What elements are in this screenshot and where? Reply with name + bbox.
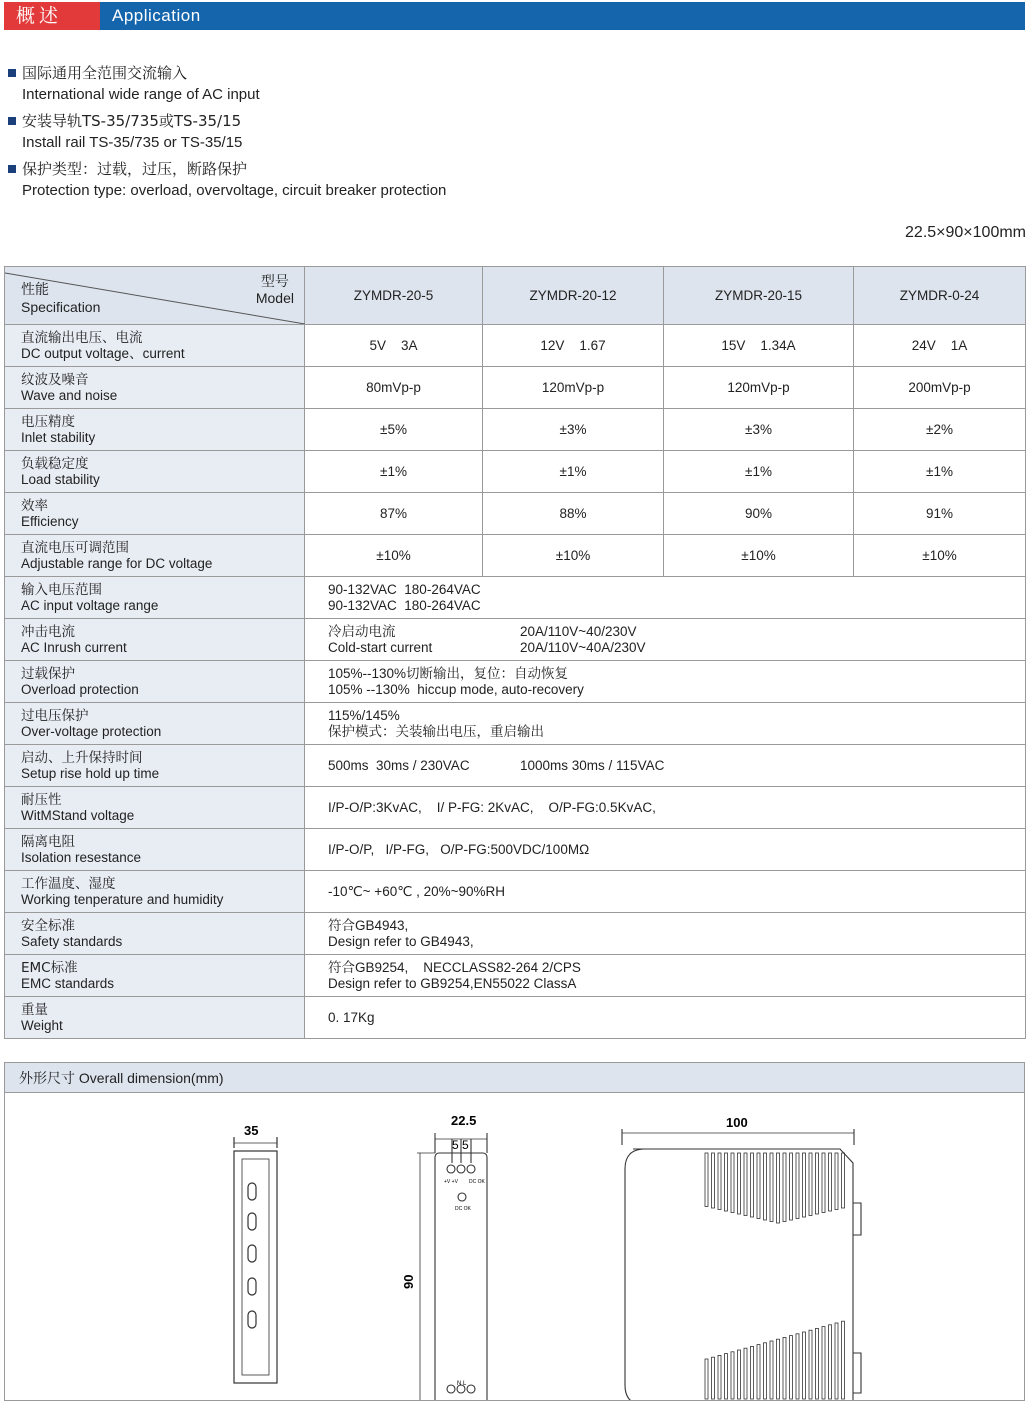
cooling-fin	[725, 1153, 728, 1211]
table-row	[5, 787, 1026, 829]
bullet-square-icon	[8, 117, 16, 125]
cooling-fin	[790, 1153, 793, 1220]
cooling-fin	[744, 1348, 747, 1399]
row-label-zh: 纹波及噪音	[21, 371, 89, 388]
row-label-en: Load stability	[21, 471, 100, 487]
table-header-row	[5, 267, 1026, 325]
cooling-fin	[757, 1153, 760, 1219]
cooling-fin	[738, 1350, 741, 1399]
table-row	[5, 871, 1026, 913]
header-title-en: Application	[112, 6, 201, 25]
value-text: 20A/110V~40A/230V	[520, 639, 646, 655]
cooling-fin	[842, 1153, 845, 1208]
value-text: Cold-start current	[328, 639, 433, 655]
row-label-en: EMC standards	[21, 975, 115, 991]
row-label-zh: 启动、上升保持时间	[21, 749, 143, 766]
cooling-fin	[751, 1153, 754, 1217]
row-label-en: Overload protection	[21, 681, 139, 697]
value-text: 500ms 30ms / 230VAC	[328, 757, 470, 773]
row-label	[5, 955, 305, 997]
table-row	[5, 409, 1026, 451]
cooling-fin	[796, 1334, 799, 1399]
cooling-fin	[744, 1153, 747, 1216]
row-label-en: Safety standards	[21, 933, 123, 949]
value-text: Design refer to GB9254,EN55022 ClassA	[328, 975, 577, 991]
cooling-fin	[822, 1153, 825, 1213]
row-label-zh: 效率	[21, 497, 48, 514]
value-text: 105%--130%切断输出，复位：自动恢复	[328, 665, 569, 681]
spec-model-corner	[5, 267, 305, 325]
cooling-fin	[718, 1153, 721, 1210]
row-label-en: Wave and noise	[21, 387, 118, 403]
wide-value-cell	[305, 871, 1026, 913]
table-row	[5, 913, 1026, 955]
cooling-fin	[770, 1153, 773, 1222]
value-cell: ±5%	[305, 409, 483, 451]
value-cell: ±3%	[483, 409, 664, 451]
front-top-pitch-label: 5 5	[452, 1138, 469, 1152]
cooling-fin	[738, 1153, 741, 1214]
cooling-fin	[712, 1153, 715, 1208]
row-label-zh: 负载稳定度	[21, 455, 89, 472]
din-rail-drawing	[234, 1137, 277, 1383]
cooling-fin	[764, 1153, 767, 1220]
cooling-fin	[777, 1153, 780, 1223]
cooling-fin	[764, 1343, 767, 1399]
cooling-fin	[783, 1153, 786, 1222]
value-cell: ±10%	[305, 535, 483, 577]
value-cell: 120mVp-p	[483, 367, 664, 409]
table-row	[5, 829, 1026, 871]
feature-en: International wide range of AC input	[22, 86, 260, 103]
row-label	[5, 745, 305, 787]
row-label-zh: 隔离电阻	[21, 833, 75, 850]
value-cell: ±1%	[483, 451, 664, 493]
row-label-en: Isolation resestance	[21, 849, 142, 865]
value-cell: ±1%	[854, 451, 1026, 493]
side-view-drawing	[622, 1129, 861, 1400]
value-text: -10℃~ +60℃ , 20%~90%RH	[328, 883, 506, 899]
model-label	[256, 273, 294, 306]
row-label-zh: 冲击电流	[21, 623, 75, 640]
cooling-fin	[803, 1332, 806, 1399]
row-label	[5, 661, 305, 703]
table-row	[5, 451, 1026, 493]
row-label-en: Over-voltage protection	[21, 723, 162, 739]
value-text: 90-132VAC 180-264VAC	[328, 581, 481, 597]
wide-value-cell	[305, 703, 1026, 745]
cooling-fin	[712, 1357, 715, 1399]
row-label-zh: 工作温度、湿度	[21, 875, 116, 892]
model-header: ZYMDR-20-15	[664, 267, 854, 325]
row-label-zh: 重量	[21, 1001, 48, 1018]
value-text: 0. 17Kg	[328, 1009, 375, 1025]
cooling-fin	[751, 1346, 754, 1399]
cooling-fin	[731, 1153, 734, 1213]
row-label-en: Efficiency	[21, 513, 79, 529]
wide-value-cell	[305, 745, 1026, 787]
value-text: 符合GB9254, NECCLASS82-264 2/CPS	[328, 959, 581, 975]
row-label-en: AC input voltage range	[21, 597, 159, 613]
rail-width-label: 35	[244, 1123, 259, 1138]
row-label-en: Working tenperature and humidity	[21, 891, 224, 907]
wide-value-cell	[305, 913, 1026, 955]
cooling-fin	[718, 1355, 721, 1399]
value-cell: 87%	[305, 493, 483, 535]
feature-en: Install rail TS-35/735 or TS-35/15	[22, 134, 243, 151]
value-text: I/P-O/P, I/P-FG, O/P-FG:500VDC/100MΩ	[328, 841, 590, 857]
cooling-fin	[822, 1327, 825, 1399]
cooling-fin	[829, 1325, 832, 1399]
wide-value-cell	[305, 787, 1026, 829]
row-label	[5, 787, 305, 829]
row-label-zh: 直流输出电压、电流	[21, 329, 143, 346]
row-label	[5, 367, 305, 409]
value-cell: ±3%	[664, 409, 854, 451]
value-text: 1000ms 30ms / 115VAC	[520, 757, 665, 773]
cooling-fin	[816, 1153, 819, 1214]
row-label-en: AC Inrush current	[21, 639, 127, 655]
row-label-zh: 电压精度	[21, 413, 75, 430]
model-header: ZYMDR-20-12	[483, 267, 664, 325]
row-label	[5, 577, 305, 619]
value-text: 105% --130% hiccup mode, auto-recovery	[328, 681, 584, 697]
header-title-cn: 概述	[4, 2, 100, 30]
row-label	[5, 409, 305, 451]
row-label	[5, 493, 305, 535]
cooling-fin	[783, 1337, 786, 1399]
table-row	[5, 745, 1026, 787]
row-label	[5, 451, 305, 493]
row-label-en: DC output voltage、current	[21, 345, 185, 361]
bullet-square-icon	[8, 69, 16, 77]
row-label	[5, 703, 305, 745]
feature-zh: 安装导轨TS-35/735或TS-35/15	[22, 112, 242, 130]
table-row	[5, 661, 1026, 703]
overall-dimensions-text: 22.5×90×100mm	[905, 224, 1026, 241]
front-view-drawing	[417, 1133, 487, 1400]
cooling-fin	[809, 1153, 812, 1216]
row-label-en: WitMStand voltage	[21, 807, 135, 823]
table-row	[5, 367, 1026, 409]
wide-value-cell	[305, 661, 1026, 703]
row-label-zh: 过载保护	[21, 665, 75, 682]
model-zh: 型号	[260, 274, 289, 290]
row-label	[5, 913, 305, 955]
value-text: 冷启动电流	[328, 623, 396, 639]
drawing-title: 外形尺寸 Overall dimension(mm)	[5, 1063, 1024, 1093]
model-header: ZYMDR-0-24	[854, 267, 1026, 325]
cooling-fin	[835, 1323, 838, 1399]
table-row	[5, 493, 1026, 535]
table-row	[5, 325, 1026, 367]
spec-zh: 性能	[21, 282, 49, 298]
table-row	[5, 535, 1026, 577]
cooling-fin	[796, 1153, 799, 1219]
row-label-zh: EMC标准	[21, 959, 78, 976]
cooling-fin	[770, 1341, 773, 1399]
dimension-drawing-panel	[4, 1062, 1025, 1401]
cooling-fin	[842, 1321, 845, 1399]
cooling-fin	[725, 1354, 728, 1399]
cooling-fin	[835, 1153, 838, 1210]
table-row	[5, 997, 1026, 1039]
model-header: ZYMDR-20-5	[305, 267, 483, 325]
value-cell: 120mVp-p	[664, 367, 854, 409]
feature-item	[8, 110, 242, 151]
row-label-en: Weight	[21, 1017, 63, 1033]
wide-value-cell	[305, 997, 1026, 1039]
value-text: I/P-O/P:3KvAC, I/ P-FG: 2KvAC, O/P-FG:0.5KvAC,	[328, 799, 656, 815]
value-cell: 24V 1A	[854, 325, 1026, 367]
value-cell: 200mVp-p	[854, 367, 1026, 409]
row-label-zh: 直流电压可调范围	[21, 539, 129, 556]
row-label	[5, 325, 305, 367]
row-label-zh: 输入电压范围	[21, 581, 102, 598]
value-text: 20A/110V~40/230V	[520, 623, 637, 639]
row-label	[5, 619, 305, 661]
row-label-en: Inlet stability	[21, 429, 96, 445]
spec-label	[21, 281, 100, 316]
row-label	[5, 997, 305, 1039]
spec-table	[4, 266, 1026, 1039]
value-cell: ±1%	[664, 451, 854, 493]
value-cell: ±10%	[483, 535, 664, 577]
row-label	[5, 535, 305, 577]
row-label	[5, 871, 305, 913]
cooling-fin	[705, 1153, 708, 1207]
row-label-zh: 安全标准	[21, 917, 75, 934]
table-row	[5, 955, 1026, 997]
dimension-drawing	[5, 1093, 1024, 1400]
value-text: 90-132VAC 180-264VAC	[328, 597, 481, 613]
feature-zh: 保护类型：过载，过压，断路保护	[22, 160, 248, 178]
value-cell: 88%	[483, 493, 664, 535]
feature-item	[8, 62, 260, 103]
value-cell: 90%	[664, 493, 854, 535]
top-terminal-labels-right: DC OK	[469, 1179, 485, 1185]
value-cell: 5V 3A	[305, 325, 483, 367]
value-cell: 91%	[854, 493, 1026, 535]
cooling-fin	[803, 1153, 806, 1217]
wide-value-cell	[305, 619, 1026, 661]
cooling-fin	[790, 1336, 793, 1399]
value-cell: ±10%	[664, 535, 854, 577]
top-terminal-labels: +V +V	[444, 1179, 458, 1185]
value-cell: ±2%	[854, 409, 1026, 451]
value-cell: 80mVp-p	[305, 367, 483, 409]
value-text: Design refer to GB4943,	[328, 933, 474, 949]
value-cell: ±10%	[854, 535, 1026, 577]
cooling-fin	[731, 1352, 734, 1399]
cooling-fin	[809, 1330, 812, 1399]
row-label	[5, 829, 305, 871]
table-row	[5, 703, 1026, 745]
cooling-fin	[757, 1345, 760, 1399]
front-height-label: 90	[401, 1274, 416, 1289]
wide-value-cell	[305, 829, 1026, 871]
row-label-en: Setup rise hold up time	[21, 765, 160, 781]
bullet-square-icon	[8, 165, 16, 173]
section-header	[4, 2, 1025, 30]
value-text: 符合GB4943,	[328, 917, 409, 933]
cooling-fin	[816, 1328, 819, 1399]
wide-value-cell	[305, 955, 1026, 997]
row-label-en: Adjustable range for DC voltage	[21, 555, 213, 571]
led-label: DC OK	[455, 1206, 471, 1212]
feature-item	[8, 158, 446, 199]
value-cell: 15V 1.34A	[664, 325, 854, 367]
wide-value-cell	[305, 577, 1026, 619]
model-en: Model	[255, 290, 294, 306]
value-cell: 12V 1.67	[483, 325, 664, 367]
row-label-zh: 过电压保护	[21, 707, 89, 724]
value-text: 115%/145%	[328, 707, 400, 723]
bottom-terminal-labels: N L	[457, 1381, 467, 1387]
cooling-fin	[829, 1153, 832, 1211]
table-row	[5, 619, 1026, 661]
cooling-fin	[705, 1359, 708, 1399]
table-row	[5, 577, 1026, 619]
feature-zh: 国际通用全范围交流输入	[22, 64, 188, 82]
row-label-zh: 耐压性	[21, 791, 62, 808]
front-width-label: 22.5	[451, 1113, 477, 1128]
value-text: 保护模式：关装输出电压，重启输出	[328, 723, 544, 739]
cooling-fin	[777, 1339, 780, 1399]
value-cell: ±1%	[305, 451, 483, 493]
side-length-label: 100	[726, 1115, 748, 1130]
feature-en: Protection type: overload, overvoltage, circuit breaker protection	[22, 182, 447, 199]
spec-en: Specification	[21, 299, 101, 315]
